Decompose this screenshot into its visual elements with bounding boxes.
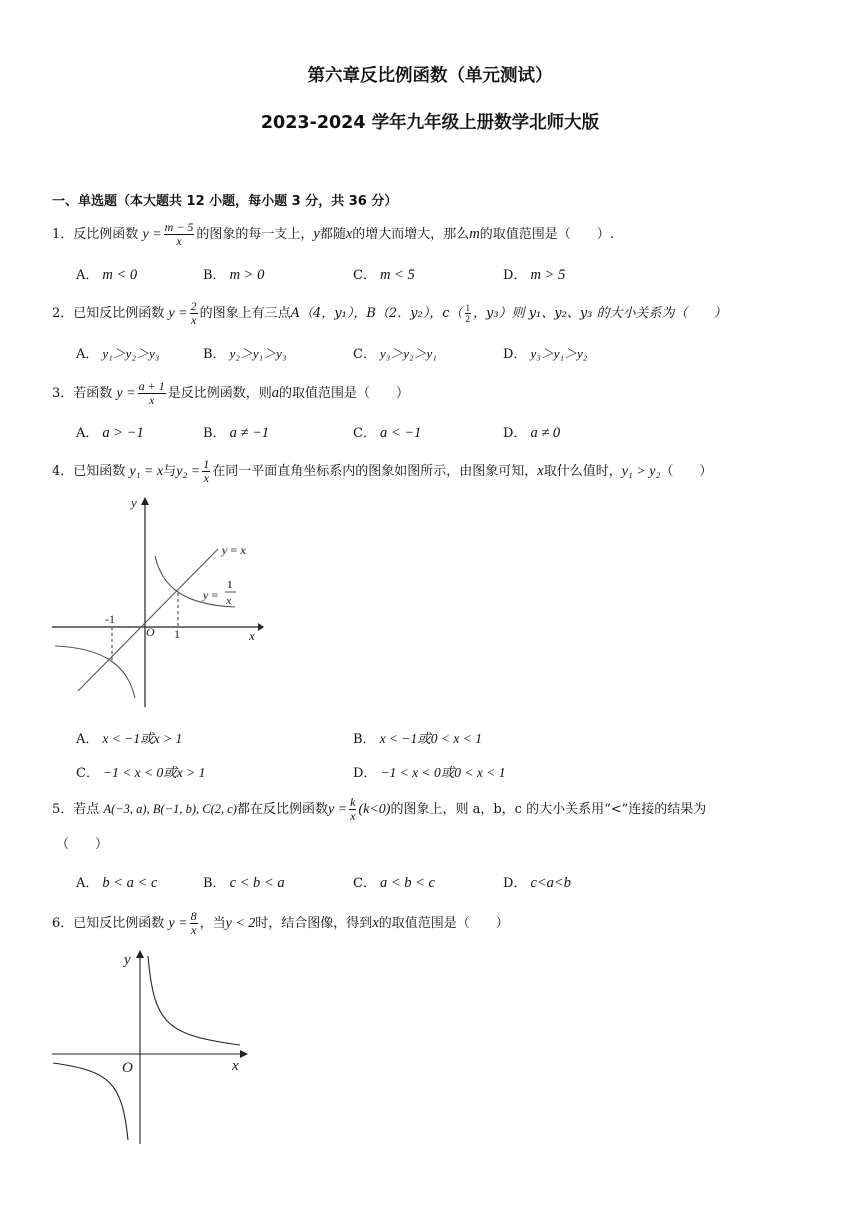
option-label: C．: [76, 766, 99, 781]
question-2: [52, 300, 727, 327]
option-label: D．: [503, 426, 527, 441]
option-label: B．: [203, 268, 226, 283]
q6-fraction-numerator: 8: [190, 909, 197, 923]
q2-number: 2．: [52, 306, 74, 321]
option-text: a < −1: [379, 425, 422, 441]
option-label: A．: [76, 347, 99, 362]
q4-curve-label: y =: [203, 588, 219, 602]
q3-fraction-numerator: a + 1: [138, 379, 165, 393]
q5-fraction: [349, 796, 356, 823]
option-text: −1 < x < 0或x > 1: [102, 765, 206, 780]
q6-origin-label: O: [122, 1060, 133, 1076]
q4-equation-2: y₂ =: [176, 464, 201, 479]
question-1: [52, 221, 614, 248]
q1-text: 都随: [319, 227, 346, 242]
question-6: [52, 910, 509, 937]
q6-fraction: [190, 910, 198, 937]
q1-text: 的取值范围是（ ）.: [479, 227, 614, 242]
q2-option-b[interactable]: [203, 343, 286, 362]
q3-option-b[interactable]: [203, 422, 269, 442]
q3-text: 是反比例函数，则: [167, 386, 272, 401]
q1-text: 的增大而增大，那么: [352, 227, 470, 242]
q4-tick-1: 1: [174, 627, 180, 641]
q5-equation: y =: [327, 802, 348, 817]
option-text: x < −1或x > 1: [102, 731, 183, 746]
title-line-2: 2023-2024 学年九年级上册数学北师大版: [260, 113, 600, 133]
q4-curve-label-numerator: 1: [227, 579, 233, 591]
option-text: y₃＞y₁＞y₂: [530, 346, 588, 361]
q4-var: x: [537, 463, 544, 479]
q3-option-c[interactable]: [353, 422, 421, 442]
option-text: a ≠ 0: [530, 425, 561, 441]
q5-option-b[interactable]: [203, 872, 285, 892]
option-text: c<a<b: [530, 875, 571, 891]
q4-y-label: y: [131, 495, 137, 510]
q4-hyperbola-branch-left: [55, 646, 135, 698]
q5-condition: (k<0): [358, 802, 391, 817]
q3-option-d[interactable]: [503, 422, 560, 442]
q1-var: y: [313, 226, 320, 242]
q3-option-a[interactable]: [76, 422, 144, 442]
q5-answer-bracket: （ ）: [56, 837, 109, 852]
q6-hyperbola-branch-left: [53, 1063, 128, 1140]
q4-line-y-equals-x: [78, 549, 218, 691]
q5-option-a[interactable]: [76, 872, 157, 892]
option-label: B．: [203, 426, 226, 441]
question-4: [52, 458, 712, 485]
question-3: [52, 380, 409, 407]
option-label: D．: [503, 268, 527, 283]
q4-graph: [50, 495, 265, 710]
q3-text: 若函数: [73, 386, 113, 401]
q2-option-d[interactable]: [503, 343, 587, 362]
q5-number: 5．: [52, 802, 74, 817]
q2-equation: y =: [168, 306, 188, 321]
q2-half-fraction: [465, 303, 472, 324]
q4-origin-label: O: [146, 625, 155, 639]
option-label: C．: [353, 876, 376, 891]
q1-option-c[interactable]: [353, 264, 415, 284]
q4-x-arrow: [258, 623, 264, 631]
q5-option-c[interactable]: [353, 872, 435, 892]
q4-option-a[interactable]: [76, 727, 182, 747]
option-text: a > −1: [102, 425, 144, 441]
q4-fraction-numerator: 1: [203, 457, 210, 471]
option-label: D．: [503, 347, 527, 362]
q5-option-d[interactable]: [503, 872, 571, 892]
q1-var: x: [345, 226, 353, 242]
option-label: A．: [76, 732, 99, 747]
q4-text: 取什么值时，: [543, 464, 622, 479]
option-text: a ≠ −1: [229, 425, 270, 441]
q3-var: a: [271, 385, 279, 401]
q2-fraction-denominator: x: [190, 313, 197, 327]
option-text: m > 0: [229, 267, 265, 283]
q1-equation: y =: [142, 227, 162, 242]
q6-x-arrow: [240, 1050, 248, 1058]
option-label: B．: [203, 347, 226, 362]
q4-fraction: [202, 458, 210, 485]
q3-text: 的取值范围是（ ）: [278, 386, 409, 401]
q1-option-d[interactable]: [503, 264, 565, 284]
q6-x-label: x: [232, 1058, 239, 1074]
q6-y-label: y: [124, 952, 131, 968]
q2-half-denominator: 2: [465, 314, 471, 324]
q4-equation-3: y₁ > y₂: [621, 464, 661, 479]
option-label: A．: [76, 268, 99, 283]
q4-option-c[interactable]: [76, 761, 205, 781]
q5-fraction-numerator: k: [350, 795, 356, 809]
q6-hyperbola-branch-right: [148, 956, 240, 1045]
q1-text: 的图象的每一支上，: [196, 227, 314, 242]
q1-fraction: [164, 221, 195, 248]
q3-equation: y =: [116, 386, 136, 401]
question-5: [52, 796, 706, 823]
q2-points: A（4，y₁），B（2．y₂），c（: [290, 306, 463, 321]
q2-option-a[interactable]: [76, 343, 159, 362]
q4-option-b[interactable]: [353, 727, 482, 747]
q6-text: 已知反比例函数: [73, 916, 165, 931]
q1-option-a[interactable]: [76, 264, 137, 284]
q2-fraction: [190, 300, 198, 327]
q6-number: 6．: [52, 916, 74, 931]
q1-option-b[interactable]: [203, 264, 264, 284]
option-text: −1 < x < 0或0 < x < 1: [380, 765, 506, 780]
q5-points: A(−3, a), B(−1, b), C(2, c): [103, 802, 237, 816]
q3-number: 3．: [52, 386, 74, 401]
q3-fraction-denominator: x: [149, 393, 155, 407]
q4-text: 在同一平面直角坐标系内的图象如图所示，由图象可知，: [212, 464, 538, 479]
option-text: x < −1或0 < x < 1: [379, 731, 482, 746]
option-label: D．: [503, 876, 527, 891]
q2-text: 已知反比例函数: [73, 306, 165, 321]
q5-text: 都在反比例函数: [236, 802, 328, 817]
q1-text: 反比例函数: [73, 227, 139, 242]
option-text: m > 5: [530, 267, 566, 283]
option-text: m < 5: [379, 267, 415, 283]
q6-var: x: [372, 915, 379, 931]
q4-line-label: y = x: [222, 543, 247, 557]
q4-curve-label-denominator: x: [226, 595, 232, 607]
q4-x-label: x: [249, 628, 255, 643]
q5-text: 若点: [73, 802, 100, 817]
q1-number: 1．: [52, 227, 74, 242]
option-text: c < b < a: [229, 875, 285, 891]
q6-condition: y < 2: [225, 916, 256, 931]
q4-text: （ ）: [660, 464, 713, 479]
option-text: m < 0: [102, 267, 138, 283]
option-label: A．: [76, 426, 99, 441]
q6-text: 的取值范围是（ ）: [378, 916, 509, 931]
q2-half-numerator: 1: [465, 303, 471, 313]
q1-fraction-numerator: m − 5: [164, 220, 194, 234]
q3-fraction: [138, 380, 166, 407]
q4-option-d[interactable]: [353, 761, 505, 781]
option-label: C．: [353, 347, 376, 362]
option-text: y₃＞y₂＞y₁: [379, 346, 437, 361]
q4-text: 与: [163, 464, 177, 479]
q6-y-arrow: [136, 950, 144, 958]
option-text: y₁＞y₂＞y₃: [102, 346, 160, 361]
section-heading: 一、单选题（本大题共 12 小题，每小题 3 分，共 36 分）: [52, 194, 398, 209]
q4-tick-neg1: -1: [105, 612, 115, 626]
q5-fraction-denominator: x: [350, 809, 356, 823]
q5-text: 的图象上，则 a，b，c 的大小关系用“<”连接的结果为: [390, 802, 707, 817]
q2-fraction-numerator: 2: [190, 299, 197, 313]
q6-equation: y =: [168, 916, 188, 931]
q2-text: ，y₃）则 y₁、y₂、y₃ 的大小关系为（ ）: [473, 306, 727, 321]
option-label: C．: [353, 426, 376, 441]
q4-number: 4．: [52, 464, 74, 479]
q1-fraction-denominator: x: [176, 234, 182, 248]
option-text: y₂＞y₁＞y₃: [229, 346, 287, 361]
q4-equation-1: y₁ = x: [129, 464, 164, 479]
q6-graph: [50, 948, 250, 1148]
q6-text: ，当: [199, 916, 226, 931]
q4-hyperbola-branch-right: [155, 556, 235, 607]
q6-text: 时，结合图像，得到: [255, 916, 373, 931]
option-label: B．: [353, 732, 376, 747]
q4-text: 已知函数: [73, 464, 126, 479]
q2-text: 的图象上有三点: [199, 306, 291, 321]
q4-y-arrow: [141, 497, 149, 505]
title-line-1: 第六章反比例函数（单元测试）: [307, 66, 553, 86]
option-label: A．: [76, 876, 99, 891]
q1-var: m: [469, 226, 480, 242]
option-text: a < b < c: [379, 875, 435, 891]
option-text: b < a < c: [102, 875, 158, 891]
option-label: B．: [203, 876, 226, 891]
q6-fraction-denominator: x: [190, 923, 197, 937]
option-label: C．: [353, 268, 376, 283]
q2-option-c[interactable]: [353, 343, 437, 362]
option-label: D．: [353, 766, 377, 781]
q4-fraction-denominator: x: [203, 471, 209, 485]
